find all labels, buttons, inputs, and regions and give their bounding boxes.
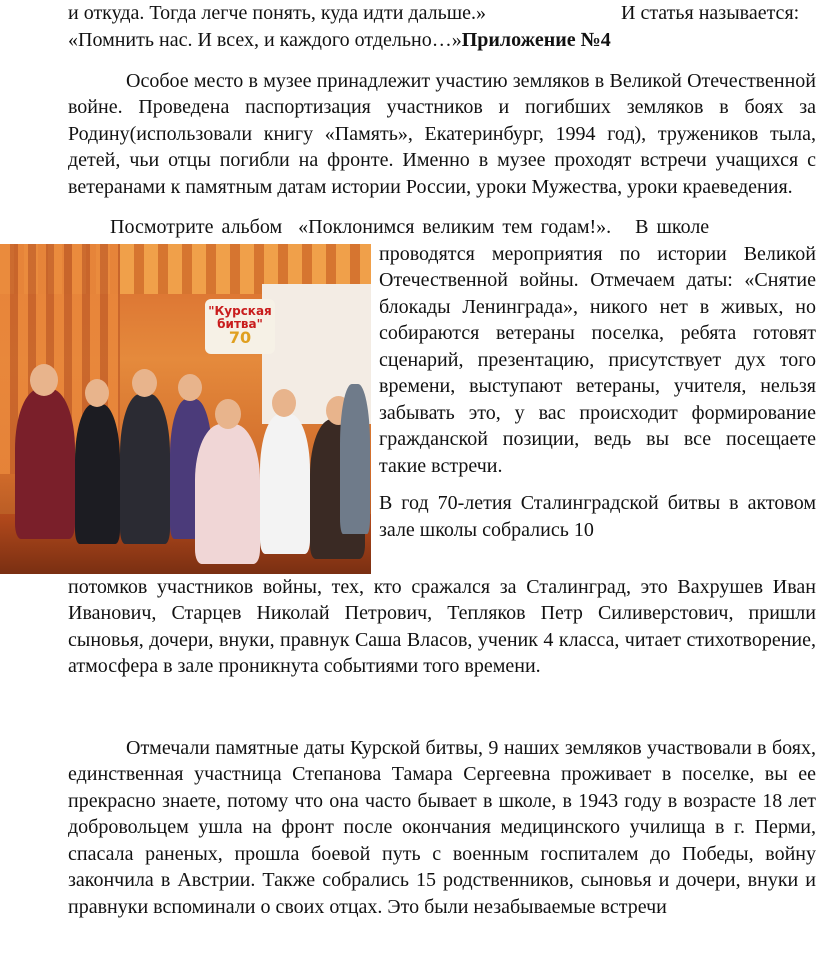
document-page (68, 0, 816, 920)
paragraph-museum: Особое место в музее принадлежит участию земляков в Великой Отечественной войне. Проведена паспортизация участников и погибших земляков в боях за Родину(использовали книгу «Память», Екатеринбург, 1994 год), тружеников тыла, детей, чьи отцы погибли на фронте. Именно в музее проходят встречи учащихся с ветеранами к памятным датам истории России, уроки Мужества, уроки краеведения. (68, 69, 816, 198)
appendix-label: Приложение №4 (461, 29, 611, 51)
header-line1-left: и откуда. Тогда легче понять, куда идти дальше.» (68, 2, 486, 24)
banner-line-2: битва" (217, 316, 263, 331)
banner-line-1: "Курская (208, 303, 272, 318)
paragraph-stalingrad-wrap: В год 70-летия Сталинградской битвы в актовом зале школы собрались 10 (379, 492, 816, 541)
photo (0, 244, 371, 574)
header-line1-right: И статья называется: (621, 2, 800, 24)
banner-line-3: 70 (228, 327, 252, 347)
paragraph-stalingrad-rest: потомков участников войны, тех, кто сражался за Сталинград, это Вахрушев Иван Иванович, Старцев Николай Петрович, Тепляков Петр Силиверстович, пришли сыновья, дочери, внуки, правнук Саша Власов, ученик 4 класса, читает стихотворение, атмосфера в зале проникнута событиями того времени. (68, 575, 816, 677)
spacer (68, 200, 816, 214)
paragraph-kursk: Отмечали памятные даты Курской битвы, 9 наших земляков участвовали в боях, единственная участница Степанова Тамара Сергеевна проживает в поселке, вы ее прекрасно знаете, потому что она часто бывает в школе, в 1943 году в возрасте 18 лет добровольцем ушла на фронт после окончания медицинского училища в г. Перми, спасала раненых, прошла боевой путь с военным госпиталем до Победы, войну закончила в Австрии. Также собрались 15 родственников, сыновья и дочери, внуки и правнуки вспоминали о своих отцах. Это были незабываемые встречи (68, 736, 816, 918)
paragraph-album-lead (68, 214, 816, 241)
header-line-2 (68, 27, 816, 54)
spacer (68, 680, 816, 735)
spacer (68, 54, 816, 68)
photo-group-people (10, 344, 370, 564)
album-lead-text: Посмотрите альбом «Поклонимся великим тем годам!». В школе (110, 216, 710, 238)
paragraph-events-wrap: проводятся мероприятия по истории Великой Отечественной войны. Отмечаем даты: «Снятие блокады Ленинграда», никого нет в живых, но собираются ветераны поселка, ребята готовят сценарий, презентацию, присутствует дух того времени, выступают ветераны, учителя, нельзя забывать это, у вас происходит формирование гражданской позиции, ведь вы все посещаете такие встречи. (379, 242, 816, 477)
header-line-1 (68, 0, 816, 27)
header-line2-text: «Помнить нас. И всех, и каждого отдельно…» (68, 29, 462, 51)
